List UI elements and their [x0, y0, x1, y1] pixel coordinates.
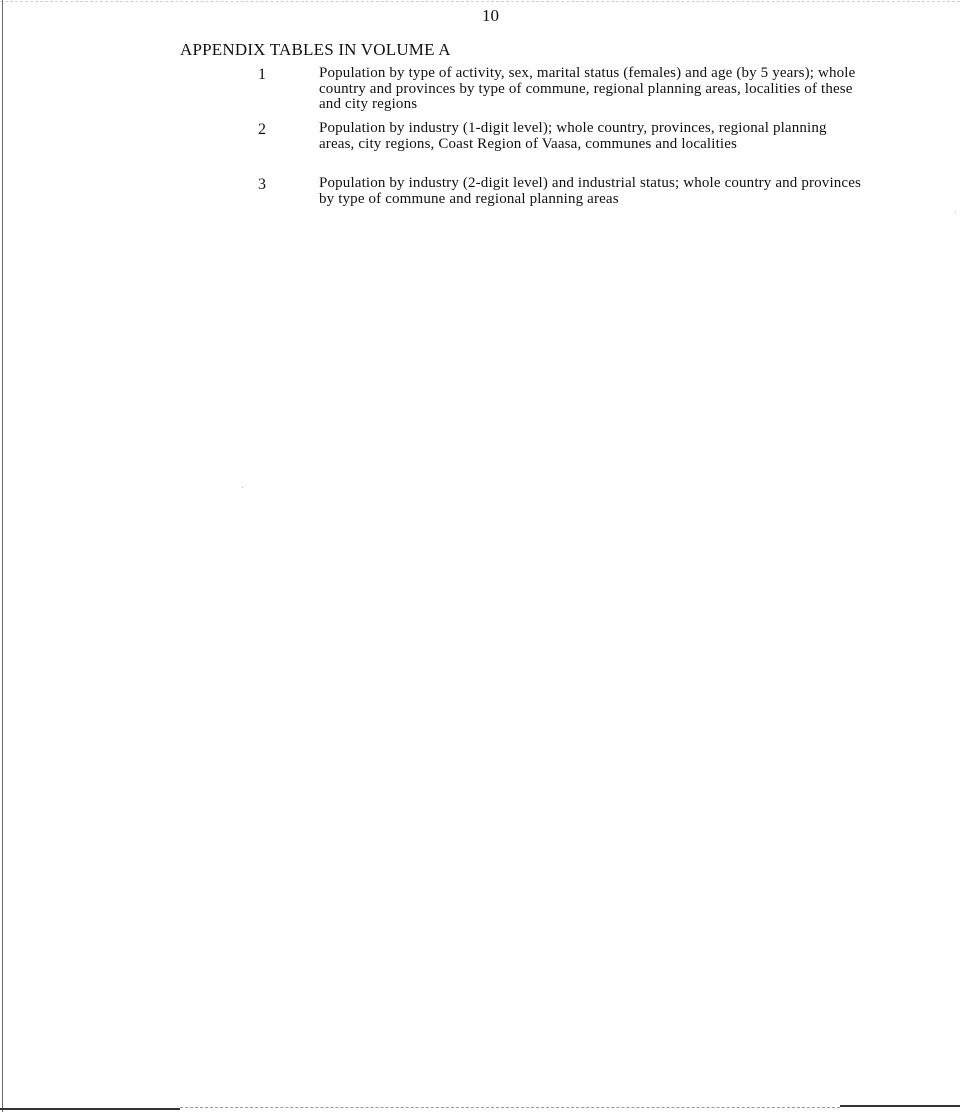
table-number: 2 [258, 121, 266, 138]
scan-bottom-rule-dashed [180, 1107, 840, 1108]
scan-top-edge [0, 1, 960, 2]
page-number: 10 [482, 6, 499, 25]
scan-bottom-rule-right [840, 1105, 960, 1107]
table-number: 3 [258, 176, 266, 193]
scan-speck [242, 487, 243, 488]
scan-bottom-rule-left [0, 1108, 180, 1110]
scan-left-edge [2, 0, 3, 1112]
table-description: Population by industry (2-digit level) and industrial status; whole country and provinces by type of commune and regional planning areas [319, 175, 862, 207]
table-number: 1 [258, 66, 266, 83]
page-heading: APPENDIX TABLES IN VOLUME A [180, 40, 451, 59]
scan-speck [955, 212, 956, 213]
table-description: Population by industry (1-digit level); whole country, provinces, regional planning areas, city regions, Coast Region of Vaasa, communes and localities [319, 120, 827, 152]
table-description: Population by type of activity, sex, marital status (females) and age (by 5 years); whole country and provinces by type of commune, regional planning areas, localities of these and city regions [319, 65, 856, 112]
